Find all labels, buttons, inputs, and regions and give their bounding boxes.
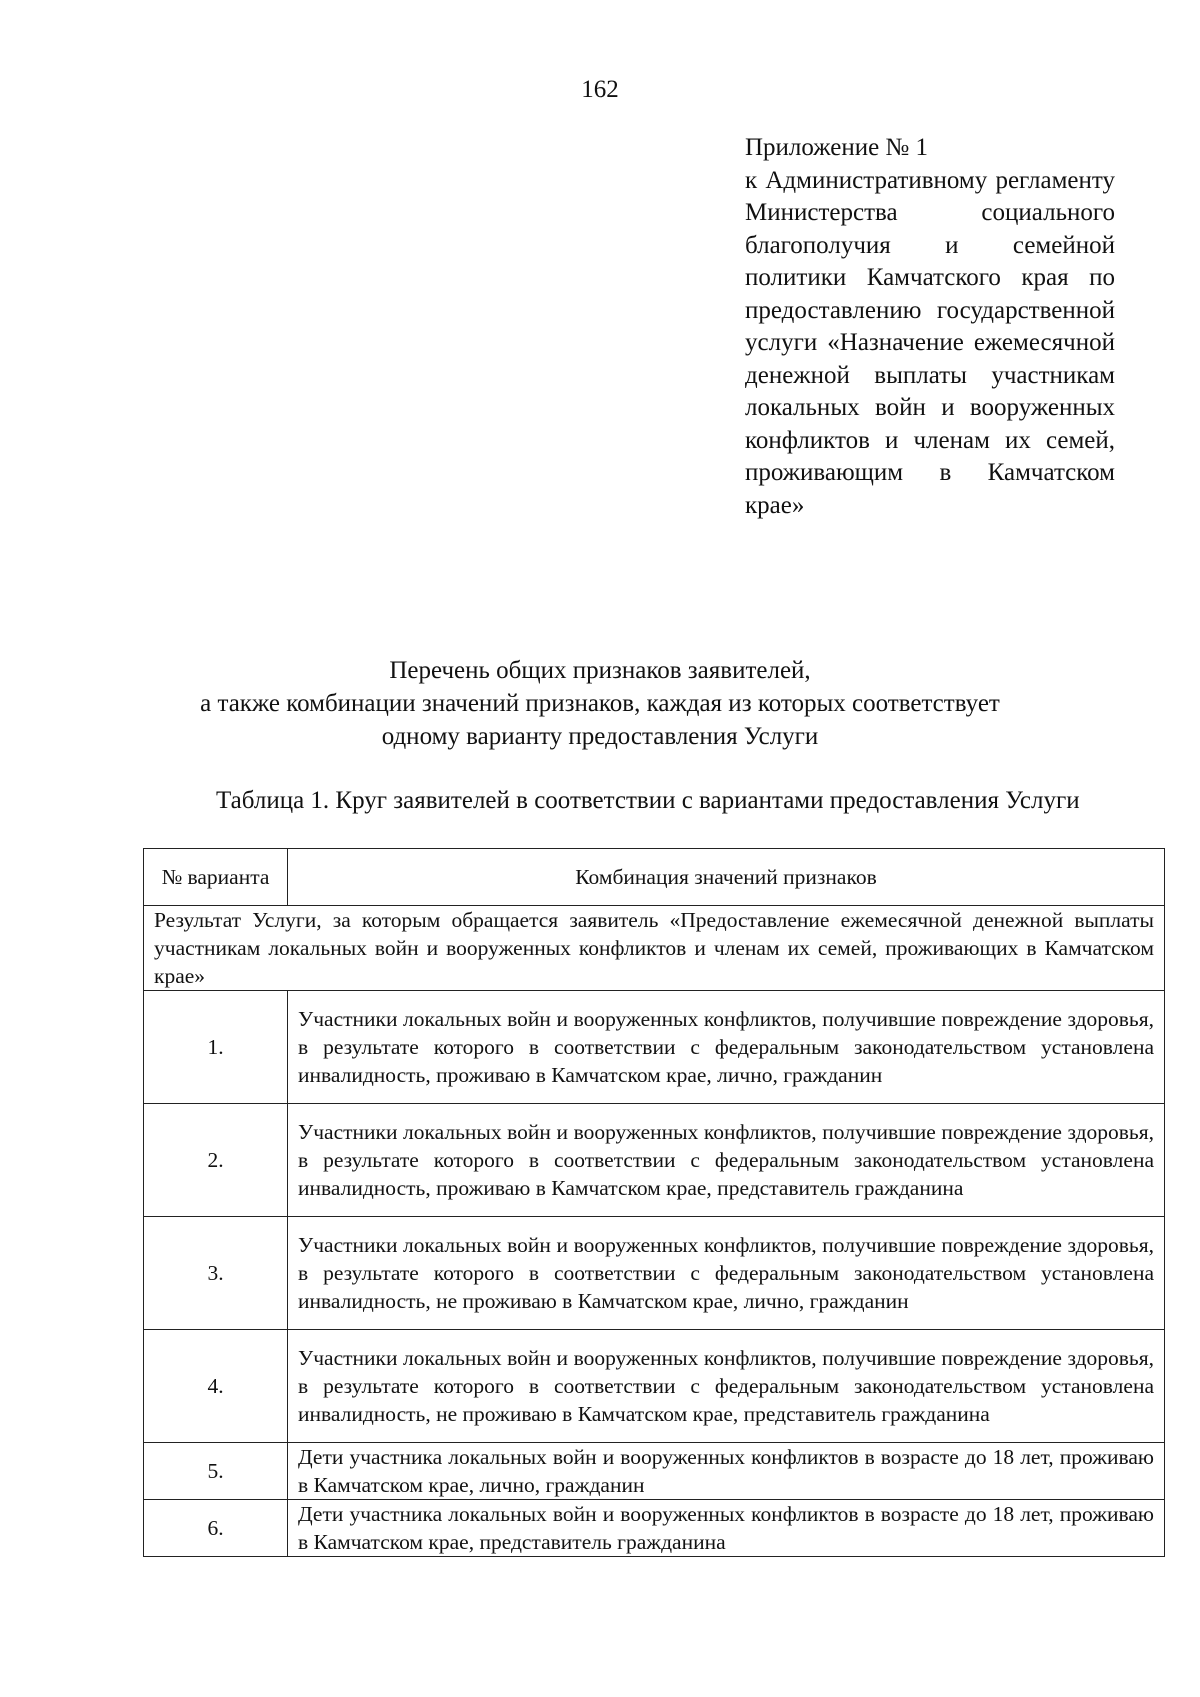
variant-number: 6. [144,1500,288,1557]
variant-description: Участники локальных войн и вооруженных конфликтов, получившие повреждение здоровья, в результате которого в соответствии с федеральным законодательством установлена инвалидность, проживаю в Камчатском крае, представитель гражданина [288,1104,1165,1217]
header-variant-number: № варианта [144,849,288,906]
table-row [144,991,1165,1104]
variant-description: Дети участника локальных войн и вооруженных конфликтов в возрасте до 18 лет, проживаю в Камчатском крае, представитель гражданина [288,1500,1165,1557]
variant-description: Участники локальных войн и вооруженных конфликтов, получившие повреждение здоровья, в результате которого в соответствии с федеральным законодательством установлена инвалидность, не проживаю в Камчатском крае, лично, гражданин [288,1217,1165,1330]
table-row [144,1500,1165,1557]
table-header-row [144,849,1165,906]
variant-number: 3. [144,1217,288,1330]
variant-number: 2. [144,1104,288,1217]
table-row [144,1104,1165,1217]
variant-description: Участники локальных войн и вооруженных конфликтов, получившие повреждение здоровья, в результате которого в соответствии с федеральным законодательством установлена инвалидность, проживаю в Камчатском крае, лично, гражданин [288,991,1165,1104]
variant-number: 5. [144,1443,288,1500]
table-row [144,1443,1165,1500]
appendix-title: Приложение № 1 [745,134,929,161]
variant-description: Дети участника локальных войн и вооруженных конфликтов в возрасте до 18 лет, проживаю в Камчатском крае, лично, гражданин [288,1443,1165,1500]
heading-line-1: Перечень общих признаков заявителей, [389,657,811,684]
page-number: 162 [581,76,619,103]
appendix-block [745,132,1115,522]
applicants-table [143,848,1165,1557]
variant-description: Участники локальных войн и вооруженных конфликтов, получившие повреждение здоровья, в результате которого в соответствии с федеральным законодательством установлена инвалидность, не проживаю в Камчатском крае, представитель гражданина [288,1330,1165,1443]
table-row [144,1330,1165,1443]
document-heading [0,654,1200,753]
header-combination: Комбинация значений признаков [288,849,1165,906]
appendix-text: к Административному регламенту Министерства социального благополучия и семейной политики Камчатского края по предоставлению государственной услуги «Назначение ежемесячной денежной выплаты участникам локальных войн и вооруженных конфликтов и членам их семей, проживающим в Камчатском крае» [745,166,1115,519]
variant-number: 1. [144,991,288,1104]
variant-number: 4. [144,1330,288,1443]
heading-line-2: а также комбинации значений признаков, каждая из которых соответствует [200,690,1000,717]
table-row [144,1217,1165,1330]
result-text: Результат Услуги, за которым обращается заявитель «Предоставление ежемесячной денежной выплаты участникам локальных войн и вооруженных конфликтов и членам их семей, проживающих в Камчатском крае» [144,906,1165,991]
heading-line-3: одному варианту предоставления Услуги [381,723,819,750]
table-caption: Таблица 1. Круг заявителей в соответствии с вариантами предоставления Услуги [216,787,1080,814]
result-row [144,906,1165,991]
